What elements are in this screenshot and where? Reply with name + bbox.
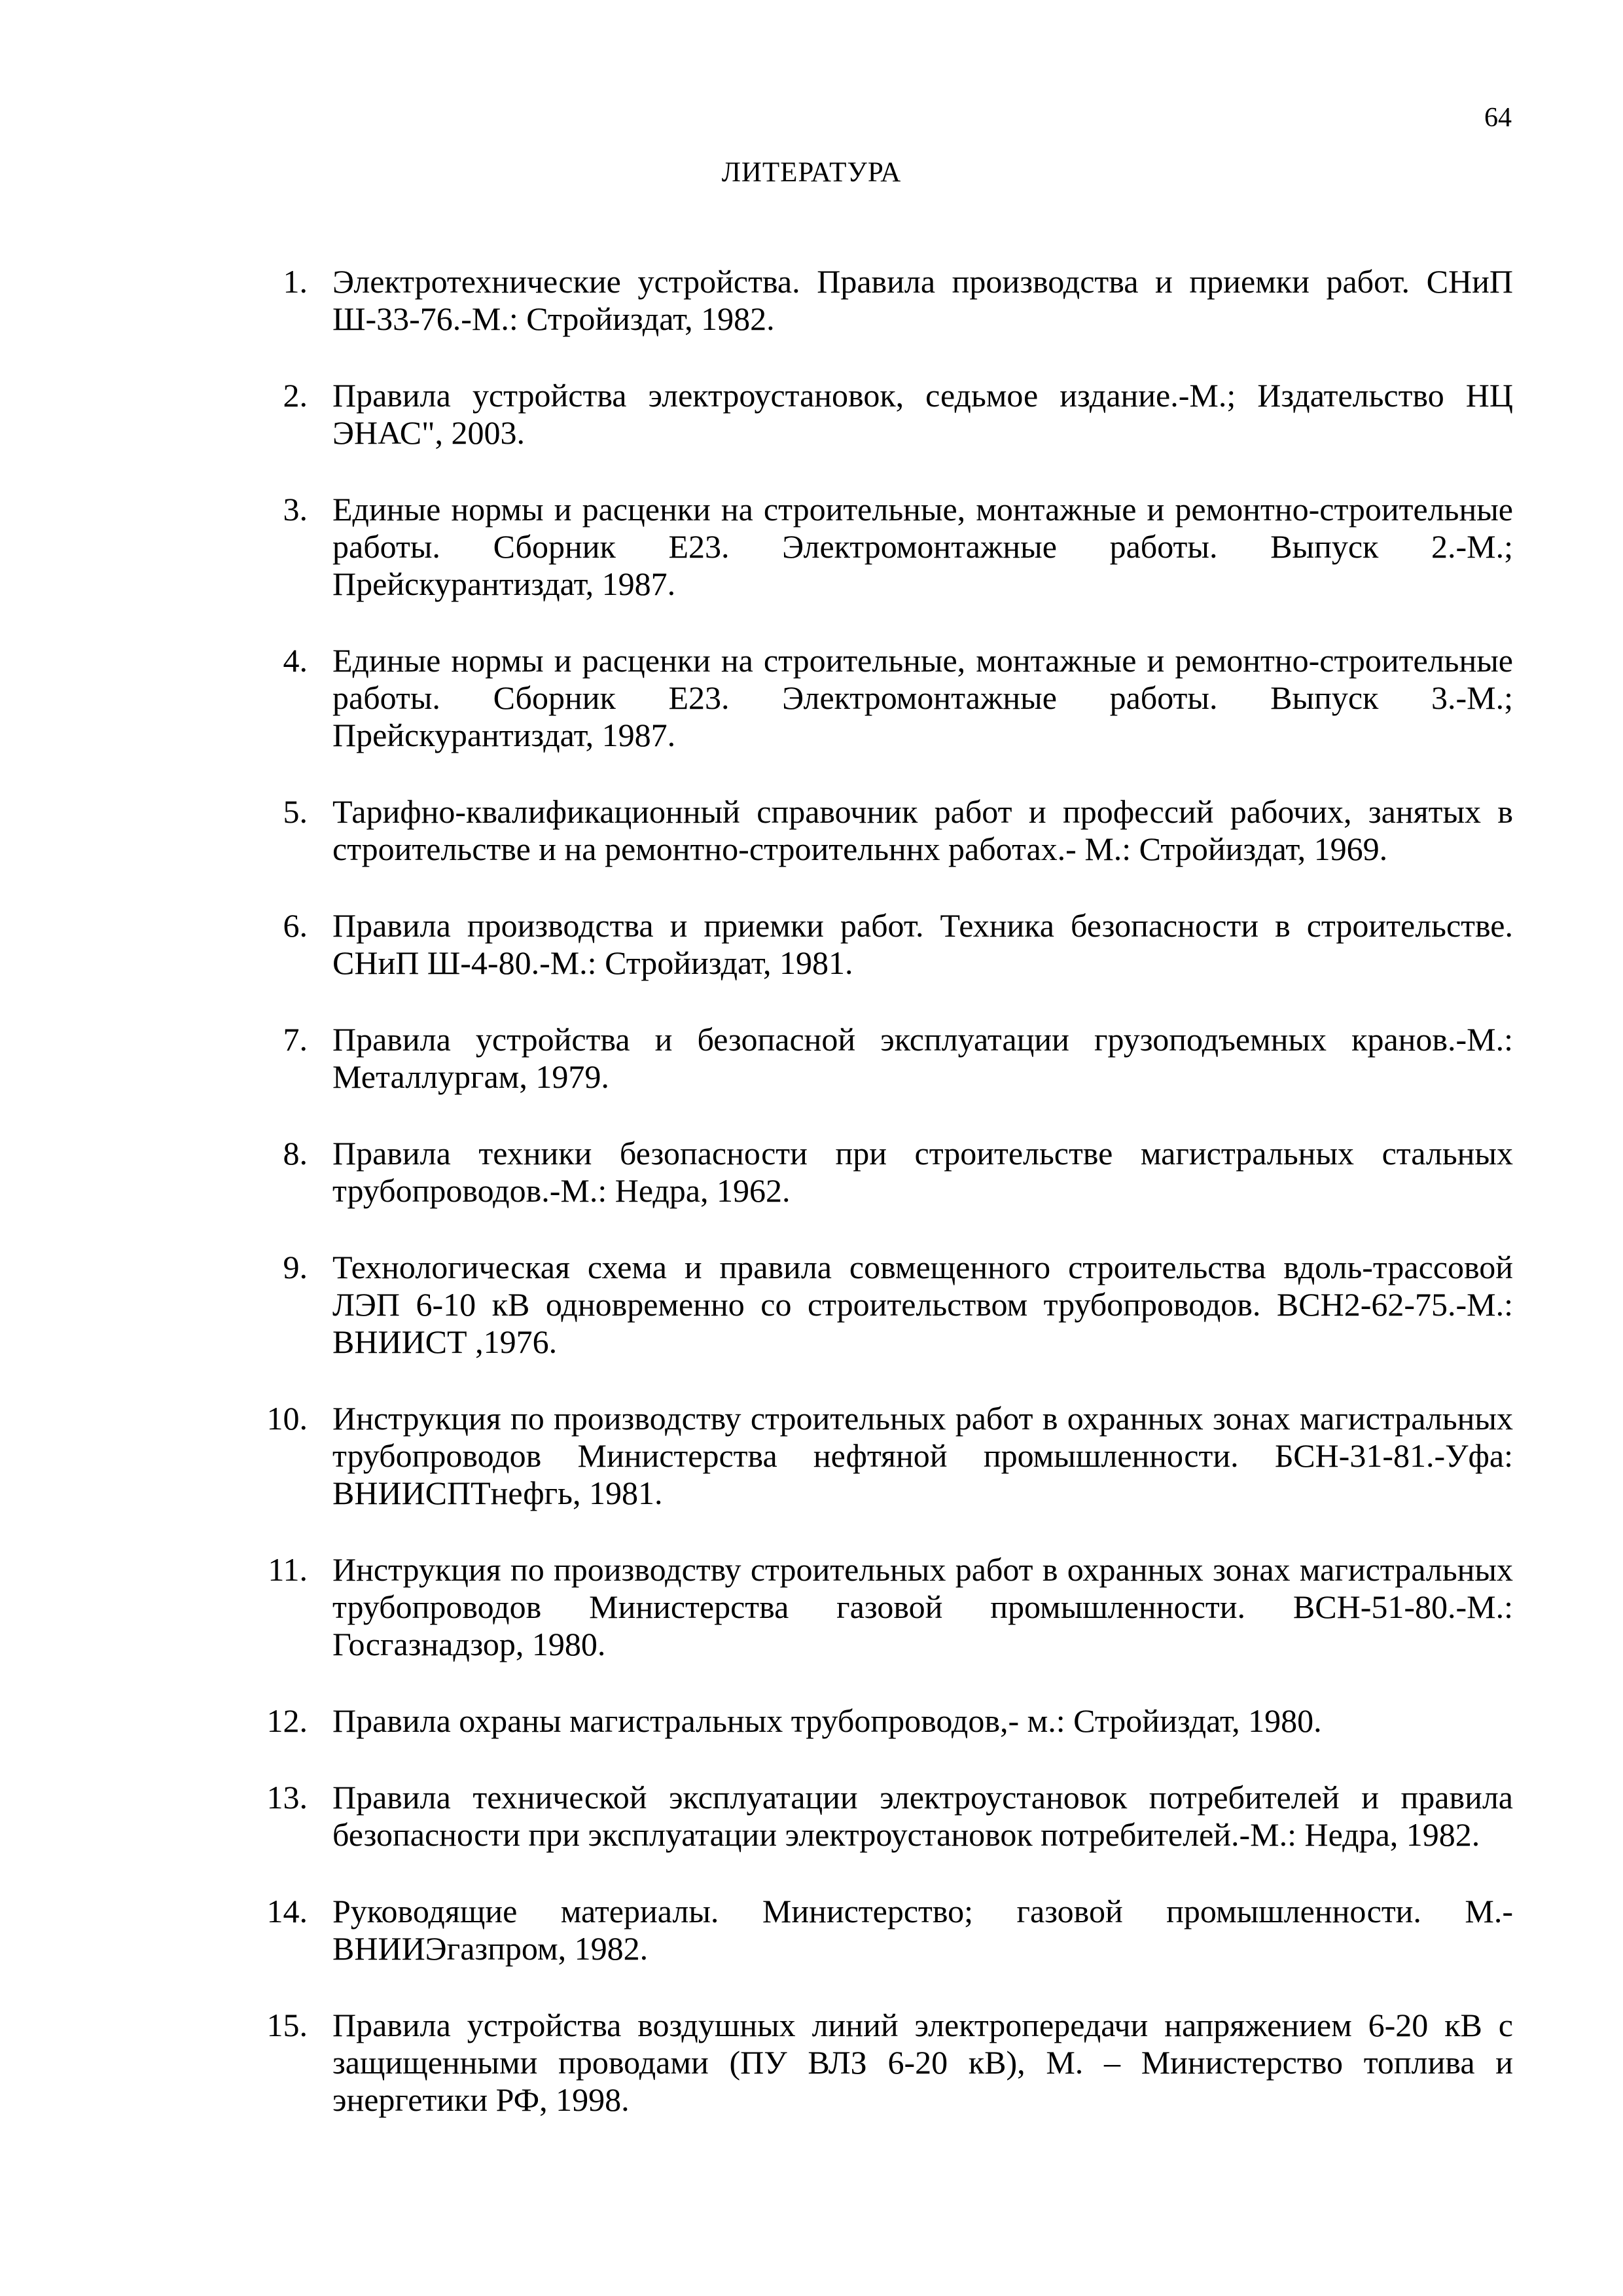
reference-number: 14. bbox=[266, 1893, 308, 1929]
reference-item-2 bbox=[0, 377, 1623, 452]
reference-item-10 bbox=[0, 1400, 1623, 1512]
reference-item-11 bbox=[0, 1551, 1623, 1663]
reference-number: 1. bbox=[283, 263, 308, 300]
reference-number: 4. bbox=[283, 642, 308, 679]
reference-text: Единые нормы и расценки на строительные, монтажные и ремонтно-строительные работы. Сборник Е23. Электромонтажные работы. Выпуск 2.-М.; Прейскурантиздат, 1987. bbox=[332, 491, 1513, 602]
reference-number: 15. bbox=[266, 2007, 308, 2043]
reference-text: Руководящие материалы. Министерство; газовой промышленности. М.- ВНИИЭгазпром, 1982. bbox=[332, 1893, 1513, 1967]
reference-text: Правила производства и приемки работ. Техника безопасности в строительстве. СНиП Ш-4-80.-М.: Стройиздат, 1981. bbox=[332, 907, 1513, 981]
reference-text: Инструкция по производству строительных работ в охранных зонах магистральных трубопроводов Министерства нефтяной промышленности. БСН-31-81.-Уфа: ВНИИСПТнефгь, 1981. bbox=[332, 1400, 1513, 1511]
reference-item-7 bbox=[0, 1021, 1623, 1096]
reference-number: 3. bbox=[283, 491, 308, 528]
reference-text: Правила охраны магистральных трубопроводов,- м.: Стройиздат, 1980. bbox=[332, 1702, 1322, 1739]
reference-item-13 bbox=[0, 1779, 1623, 1854]
reference-item-1 bbox=[0, 263, 1623, 338]
reference-number: 6. bbox=[283, 907, 308, 944]
reference-number: 11. bbox=[268, 1551, 308, 1588]
page-title: ЛИТЕРАТУРА bbox=[721, 157, 902, 188]
reference-text: Правила техники безопасности при строительстве магистральных стальных трубопроводов.-М.: Недра, 1962. bbox=[332, 1135, 1513, 1209]
reference-item-3 bbox=[0, 491, 1623, 603]
reference-number: 2. bbox=[283, 377, 308, 414]
reference-item-6 bbox=[0, 907, 1623, 982]
reference-number: 10. bbox=[266, 1400, 308, 1437]
reference-number: 7. bbox=[283, 1021, 308, 1058]
reference-text: Единые нормы и расценки на строительные, монтажные и ремонтно-строительные работы. Сборник Е23. Электромонтажные работы. Выпуск 3.-М.; Прейскурантиздат, 1987. bbox=[332, 642, 1513, 753]
reference-number: 9. bbox=[283, 1249, 308, 1285]
reference-text: Правила устройства и безопасной эксплуатации грузоподъемных кранов.-М.: Металлургам, 1979. bbox=[332, 1021, 1513, 1095]
reference-text: Тарифно-квалификационный справочник работ и профессий рабочих, занятых в строительстве и на ремонтно-строительннх работах.- М.: Стройиздат, 1969. bbox=[332, 793, 1513, 867]
reference-number: 12. bbox=[266, 1702, 308, 1739]
reference-item-14 bbox=[0, 1893, 1623, 1967]
reference-text: Инструкция по производству строительных работ в охранных зонах магистральных трубопроводов Министерства газовой промышленности. ВСН-51-80.-М.: Госгазнадзор, 1980. bbox=[332, 1551, 1513, 1662]
reference-item-12 bbox=[0, 1702, 1623, 1740]
reference-number: 8. bbox=[283, 1135, 308, 1172]
reference-number: 5. bbox=[283, 793, 308, 830]
reference-text: Правила технической эксплуатации электроустановок потребителей и правила безопасности при эксплуатации электроустановок потребителей.-М.: Недра, 1982. bbox=[332, 1779, 1513, 1853]
reference-text: Правила устройства воздушных линий электропередачи напряжением 6-20 кВ с защищенными проводами (ПУ ВЛЗ 6-20 кВ), М. – Министерство топлива и энергетики РФ, 1998. bbox=[332, 2007, 1513, 2118]
reference-text: Электротехнические устройства. Правила производства и приемки работ. СНиП Ш-33-76.-М.: Стройиздат, 1982. bbox=[332, 263, 1513, 337]
reference-list bbox=[0, 263, 1623, 2158]
reference-text: Правила устройства электроустановок, седьмое издание.-М.; Издательство НЦ ЭНАС", 2003. bbox=[332, 377, 1513, 451]
reference-item-15 bbox=[0, 2007, 1623, 2119]
reference-item-9 bbox=[0, 1249, 1623, 1361]
reference-item-5 bbox=[0, 793, 1623, 868]
reference-number: 13. bbox=[266, 1779, 308, 1816]
reference-text: Технологическая схема и правила совмещенного строительства вдоль-трассовой ЛЭП 6-10 кВ одновременно со строительством трубопроводов. ВСН2-62-75.-М.: ВНИИСТ ,1976. bbox=[332, 1249, 1513, 1360]
reference-item-4 bbox=[0, 642, 1623, 754]
reference-item-8 bbox=[0, 1135, 1623, 1210]
page-number: 64 bbox=[1484, 103, 1512, 133]
